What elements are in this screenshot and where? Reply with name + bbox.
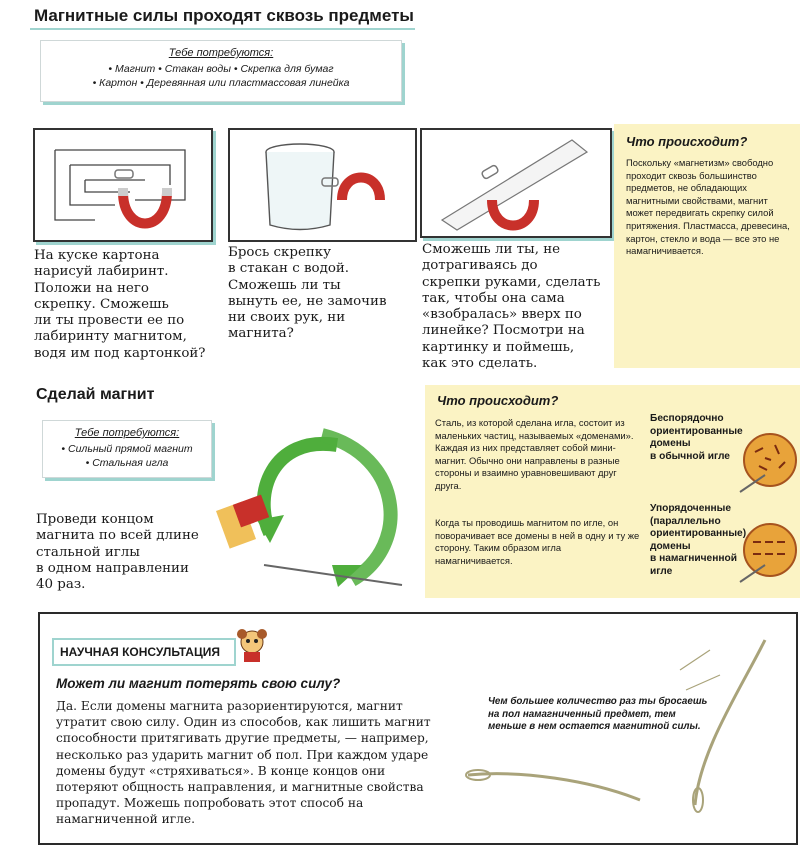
ruler-icon [442,140,587,230]
needles-illustration [450,630,790,830]
what-happens-panel-1 [614,124,800,368]
what-happens-panel-2 [425,385,800,598]
title-underline [30,28,415,30]
scientist-mascot-icon [232,624,272,664]
materials-line-1: • Магнит • Стакан воды • Скрепка для бумаг [108,63,334,75]
step-1-caption: На куске картона нарисуй лабиринт. Положи на него скрепку. Сможешь ли ты провести ее по лабиринту магнитом, водя им под картонкой? [34,248,206,361]
materials-2-line-2: • Стальная игла [85,457,169,469]
stroke-direction-illustration [212,415,417,595]
consultation-note: Чем большее количество раз ты бросаешь на пол намагниченный предмет, тем меньше в нем остается магнитной силы. [488,696,708,733]
glass-picture [228,128,417,242]
domains-random-label: Беспорядочно ориентированные домены в обычной игле [650,413,743,462]
materials-line-2: • Картон • Деревянная или пластмассовая линейка [92,77,350,89]
what-happens-heading-2: Что происходит? [437,393,559,408]
what-happens-text-2a: Сталь, из которой сделана игла, состоит из маленьких частиц, называемых «доменами». Каждая из них представляет собой мини-магнит. Обычно они направлены в разные стороны и взаимно уравновешивают друг друга. [435,417,634,491]
materials-heading-2: Тебе потребуются: [74,427,180,439]
needle-icon [468,774,640,800]
ruler-picture [420,128,612,238]
glass-illustration [230,130,415,240]
random-domains-icon [735,430,800,500]
magnet-icon [123,192,167,224]
consultation-badge [54,640,234,664]
make-magnet-caption: Проведи концом магнита по всей длине стальной иглы в одном направлении 40 раз. [36,512,199,593]
section-title-make-magnet: Сделай магнит [36,386,155,403]
materials-box [40,40,402,102]
section-title-magnetic-forces: Магнитные силы проходят сквозь предметы [34,6,414,25]
materials-heading: Тебе потребуются: [168,47,274,59]
needle-icon [695,640,765,805]
maze-picture [33,128,213,242]
ruler-illustration [422,130,610,236]
domains-ordered-label: Упорядоченные (параллельно ориентированные) домены в намагниченной игле [650,503,747,577]
paperclip-icon [115,170,133,178]
maze-illustration [35,130,211,240]
materials-box-2 [42,420,212,478]
ordered-domains-icon [735,520,800,590]
what-happens-text-1: Поскольку «магнетизм» свободно проходит сквозь большинство предметов, не обладающих магнитными свойствами, магнит может передвигать скрепку силой притяжения. Пластмасса, древесина, картон, стекло и вода — все это не намагничивается. [626,157,790,257]
materials-2-line-1: • Сильный прямой магнит [61,443,193,455]
magnet-icon [342,178,380,201]
paperclip-icon [481,165,499,180]
consultation-badge-text: НАУЧНАЯ КОНСУЛЬТАЦИЯ [60,645,220,659]
consultation-question: Может ли магнит потерять свою силу? [56,676,341,691]
arrow-icon [322,435,391,580]
step-3-caption: Сможешь ли ты, не дотрагиваясь до скрепки руками, сделать так, чтобы она сама «взобралась» вверх по линейке? Посмотри на картинку и поймешь, как это сделать. [422,242,601,372]
what-happens-heading-1: Что происходит? [626,134,748,149]
what-happens-text-2b: Когда ты проводишь магнитом по игле, он поворачивает все домены в ней в одну и ту же сторону. Таким образом игла намагничивается. [435,517,640,566]
step-2-caption: Брось скрепку в стакан с водой. Сможешь ли ты вынуть ее, не замочив ни своих рук, ни магнита? [228,245,387,342]
consultation-answer: Да. Если домены магнита разориентируются, магнит утратит свою силу. Один из способов, как лишить магнит способности притягивать другие предметы, — например, несколько раз ударить магнит об пол. При каждом ударе домены будут «стряхиваться». В конце концов они потеряют общность направления, и магнитные свойства пропадут. Можешь попробовать этот способ на намагниченной игле. [56,699,431,827]
